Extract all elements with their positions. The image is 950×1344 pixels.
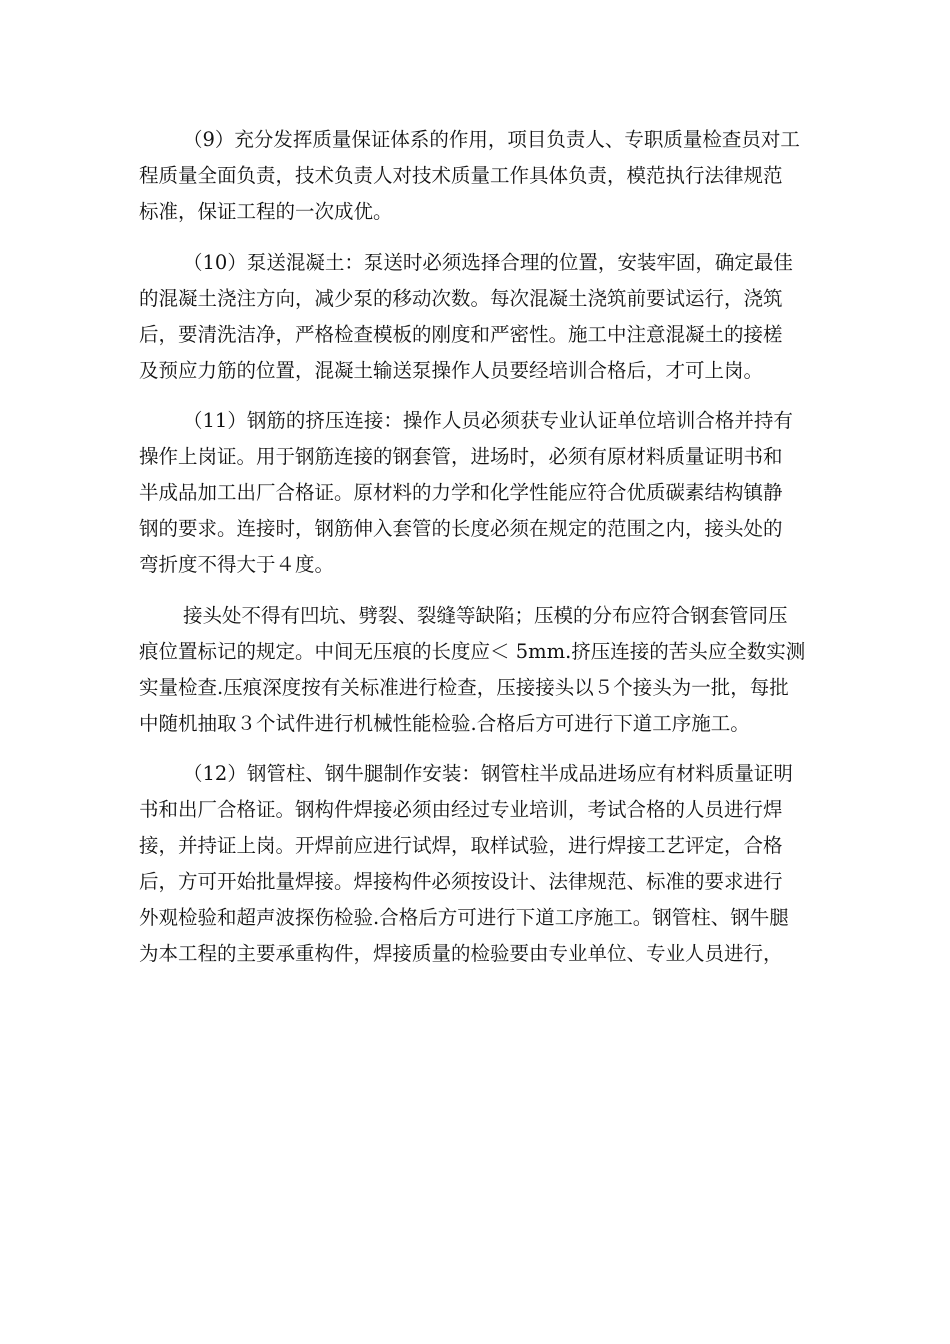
text-line: 痕位置标记的规定。中间无压痕的长度应＜ 5mm.挤压连接的苦头应全数实测 (139, 639, 806, 663)
text-line: 及预应力筋的位置，混凝土输送泵操作人员要经培训合格后，才可上岗。 (139, 358, 764, 382)
paragraph-gap (139, 389, 829, 404)
text-line: 操作上岗证。用于钢筋连接的钢套管，进场时，必须有原材料质量证明书和 (139, 445, 783, 469)
text-line: 中随机抽取３个试件进行机械性能检验.合格后方可进行下道工序施工。 (139, 711, 750, 735)
paragraph-gap (139, 583, 829, 598)
text-line: 书和出厂合格证。钢构件焊接必须由经过专业培训，考试合格的人员进行焊 (139, 798, 783, 822)
text-line: 弯折度不得大于４度。 (139, 553, 335, 577)
paragraph-item-11 (139, 403, 829, 583)
text-line: 程质量全面负责，技术负责人对技术质量工作具体负责，模范执行法律规范 (139, 164, 783, 187)
text-line: （9）充分发挥质量保证体系的作用，项目负责人、专职质量检查员对工 (183, 128, 800, 151)
text-line: 半成品加工出厂合格证。原材料的力学和化学性能应符合优质碳素结构镇静 (139, 481, 783, 505)
text-line: 的混凝土浇注方向，减少泵的移动次数。每次混凝土浇筑前要试运行，浇筑 (139, 286, 783, 310)
text-line: （12）钢管柱、钢牛腿制作安装：钢管柱半成品进场应有材料质量证明 (183, 762, 793, 786)
text-line: （11）钢筋的挤压连接：操作人员必须获专业认证单位培训合格并持有 (183, 409, 793, 433)
paragraph-item-12 (139, 756, 829, 972)
paragraph-item-joint-inspection (139, 598, 829, 742)
paragraph-gap (139, 742, 829, 757)
text-line: 后，要清洗洁净，严格检查模板的刚度和严密性。施工中注意混凝土的接槎 (139, 322, 783, 346)
text-line: 后，方可开始批量焊接。焊接构件必须按设计、法律规范、标准的要求进行 (139, 870, 783, 894)
text-line: 接，并持证上岗。开焊前应进行试焊，取样试验，进行焊接工艺评定，合格 (139, 834, 783, 858)
document-body (139, 122, 829, 972)
text-line: 为本工程的主要承重构件，焊接质量的检验要由专业单位、专业人员进行， (139, 942, 783, 966)
text-line: 钢的要求。连接时，钢筋伸入套管的长度必须在规定的范围之内，接头处的 (139, 517, 783, 541)
text-line: 外观检验和超声波探伤检验.合格后方可进行下道工序施工。钢管柱、钢牛腿 (139, 906, 789, 930)
text-line: 接头处不得有凹坑、劈裂、裂缝等缺陷；压模的分布应符合钢套管同压 (183, 603, 788, 627)
text-line: 标准，保证工程的一次成优。 (139, 200, 393, 223)
text-line: （10）泵送混凝土：泵送时必须选择合理的位置，安装牢固，确定最佳 (183, 250, 793, 274)
paragraph-item-9 (139, 122, 829, 230)
paragraph-item-10 (139, 245, 829, 389)
paragraph-gap (139, 230, 829, 245)
text-line: 实量检查.压痕深度按有关标准进行检查，压接接头以５个接头为一批，每批 (139, 675, 789, 699)
